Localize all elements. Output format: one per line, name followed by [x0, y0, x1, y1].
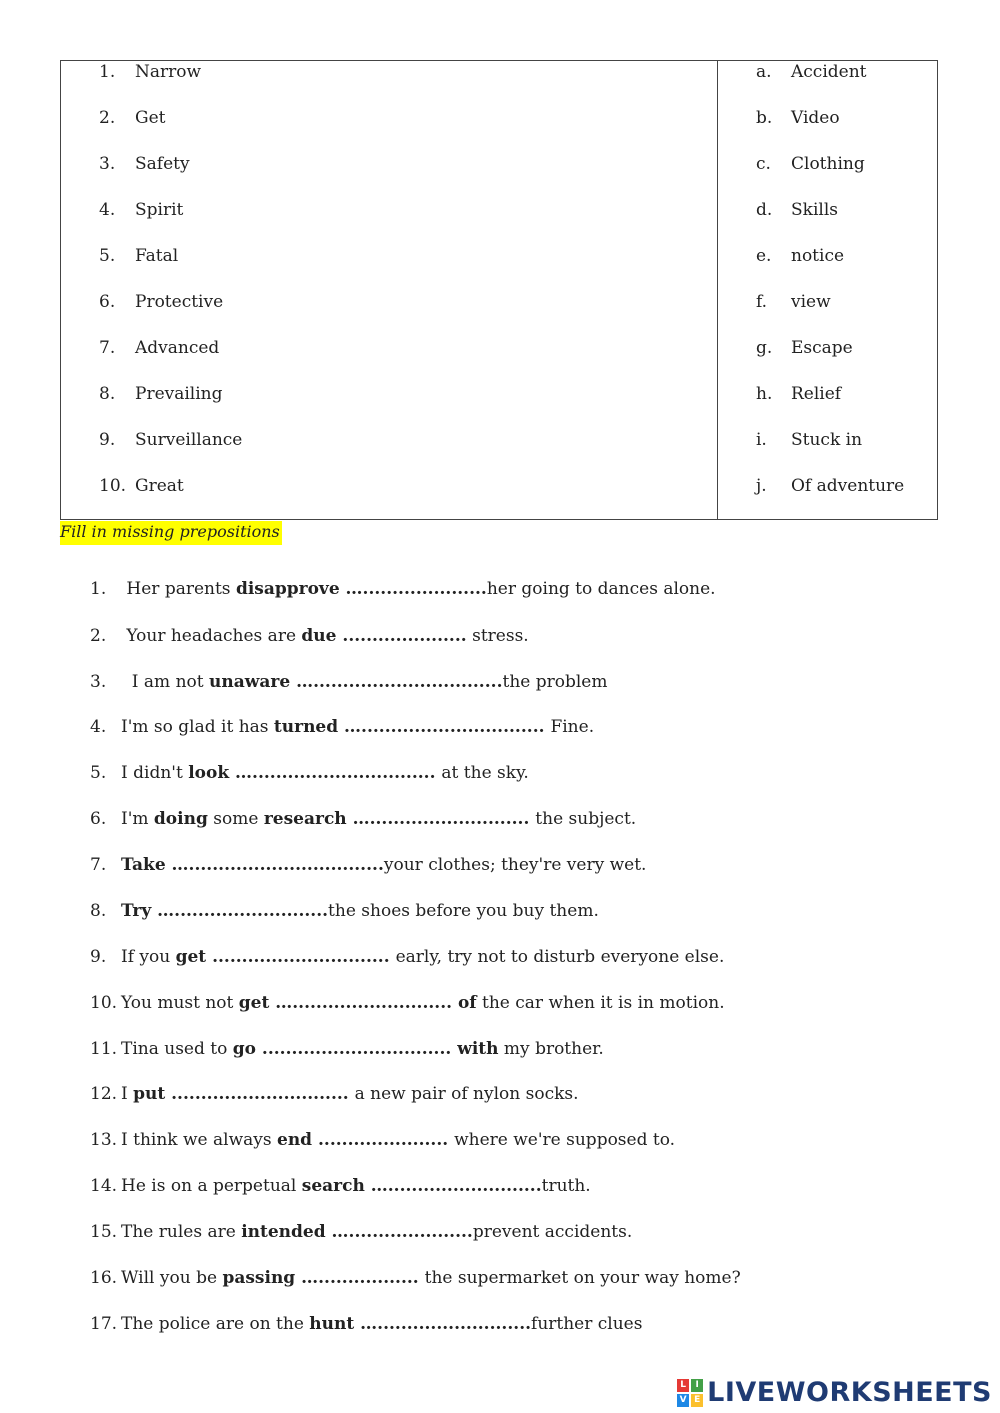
item-number: 8.: [99, 384, 116, 404]
keyword-with-blank: research …...........................: [263, 809, 536, 829]
liveworksheets-logo: [677, 1377, 992, 1408]
logo-mark-tile: L: [677, 1379, 689, 1392]
question-text: Tina used to: [121, 1039, 233, 1059]
item-word: Fatal: [135, 246, 179, 266]
keyword-with-blank: Try …..........................: [121, 901, 329, 921]
keyword-with-blank: due .....................: [301, 626, 467, 646]
item-number: 1.: [99, 62, 116, 82]
item-word: Surveillance: [135, 430, 243, 450]
item-word: Skills: [791, 200, 838, 220]
item-number: 6.: [99, 292, 116, 312]
match-right-item: [756, 245, 844, 267]
question-text: I'm: [121, 809, 154, 829]
keyword-with-blank: intended ….....................: [241, 1222, 473, 1242]
question-text: stress.: [466, 626, 529, 646]
keyword-with-blank: get …........................... of: [238, 993, 477, 1013]
item-number: 3.: [99, 154, 116, 174]
question-text: Fine.: [550, 717, 595, 737]
question-number: 4.: [90, 717, 107, 737]
question-text: prevent accidents.: [472, 1222, 633, 1242]
match-right-item: [756, 337, 853, 359]
matching-table: [60, 60, 938, 520]
item-word: Relief: [791, 384, 842, 404]
question-item: [90, 854, 646, 876]
question-item: [90, 1267, 741, 1289]
question-number: 7.: [90, 855, 107, 875]
column-divider: [717, 61, 718, 519]
question-item: [90, 1313, 642, 1335]
question-text: your clothes; they're very wet.: [383, 855, 647, 875]
question-text: Will you be: [121, 1268, 223, 1288]
question-text: If you: [121, 947, 176, 967]
question-item: [90, 578, 716, 600]
item-number: 9.: [99, 430, 116, 450]
item-word: Of adventure: [791, 476, 905, 496]
keyword-with-blank: search …..........................: [301, 1176, 542, 1196]
item-word: Get: [135, 108, 166, 128]
question-text: I didn't: [121, 763, 189, 783]
question-text: I am not: [121, 672, 210, 692]
item-word: Protective: [135, 292, 224, 312]
question-text: early, try not to disturb everyone else.: [395, 947, 725, 967]
match-left-item: [99, 337, 219, 359]
logo-mark-tile: I: [691, 1379, 703, 1392]
question-item: [90, 1221, 632, 1243]
match-left-item: [99, 291, 223, 313]
question-text: Her parents: [121, 579, 236, 599]
question-number: 1.: [90, 579, 107, 599]
item-number: 5.: [99, 246, 116, 266]
item-word: Advanced: [135, 338, 220, 358]
item-word: Safety: [135, 154, 190, 174]
match-left-item: [99, 199, 183, 221]
question-item: [90, 946, 724, 968]
question-text: truth.: [541, 1176, 591, 1196]
item-word: Video: [791, 108, 840, 128]
question-number: 16.: [90, 1268, 118, 1288]
question-item: [90, 900, 599, 922]
question-text: at the sky.: [441, 763, 529, 783]
item-letter: b.: [756, 108, 773, 128]
question-text: The police are on the: [121, 1314, 310, 1334]
keyword-with-blank: end ......................: [277, 1130, 455, 1150]
question-number: 10.: [90, 993, 118, 1013]
item-letter: a.: [756, 62, 772, 82]
question-number: 5.: [90, 763, 107, 783]
item-word: Great: [135, 476, 184, 496]
question-text: I: [121, 1084, 134, 1104]
match-left-item: [99, 153, 190, 175]
question-number: 14.: [90, 1176, 118, 1196]
item-letter: d.: [756, 200, 773, 220]
match-right-item: [756, 153, 865, 175]
keyword-with-blank: get ..............................: [175, 947, 396, 967]
question-text: the subject.: [535, 809, 637, 829]
question-number: 8.: [90, 901, 107, 921]
question-text: I'm so glad it has: [121, 717, 274, 737]
keyword-with-blank: look …...............................: [188, 763, 442, 783]
question-item: [90, 1038, 604, 1060]
keyword-with-blank: hunt …..........................: [309, 1314, 532, 1334]
item-word: Escape: [791, 338, 853, 358]
item-letter: i.: [756, 430, 767, 450]
item-word: Clothing: [791, 154, 865, 174]
question-text: my brother.: [498, 1039, 604, 1059]
item-letter: f.: [756, 292, 768, 312]
keyword-with-blank: Take ….................................: [121, 855, 384, 875]
question-text: where we're supposed to.: [454, 1130, 676, 1150]
item-number: 4.: [99, 200, 116, 220]
item-number: 2.: [99, 108, 116, 128]
logo-mark-tile: E: [691, 1394, 703, 1407]
item-letter: e.: [756, 246, 772, 266]
item-word: Prevailing: [135, 384, 223, 404]
logo-icon: [677, 1379, 703, 1407]
question-number: 3.: [90, 672, 107, 692]
question-item: [90, 625, 529, 647]
question-number: 2.: [90, 626, 107, 646]
item-word: view: [791, 292, 831, 312]
keyword-with-blank: put ..............................: [133, 1084, 355, 1104]
question-item: [90, 1175, 591, 1197]
question-text: He is on a perpetual: [121, 1176, 302, 1196]
item-word: Stuck in: [791, 430, 863, 450]
item-letter: g.: [756, 338, 773, 358]
match-left-item: [99, 107, 165, 129]
match-right-item: [756, 429, 862, 451]
question-number: 12.: [90, 1084, 118, 1104]
question-text: further clues: [531, 1314, 643, 1334]
question-item: [90, 716, 594, 738]
question-item: [90, 762, 529, 784]
match-right-item: [756, 383, 841, 405]
question-text: the car when it is in motion.: [476, 993, 725, 1013]
question-item: [90, 1083, 579, 1105]
question-text: some: [207, 809, 264, 829]
question-item: [90, 808, 636, 830]
item-number: 10.: [99, 476, 127, 496]
match-right-item: [756, 107, 840, 129]
keyword-with-blank: doing: [153, 809, 208, 829]
keyword-with-blank: disapprove ….....................: [235, 579, 487, 599]
question-text: Your headaches are: [121, 626, 302, 646]
question-item: [90, 671, 607, 693]
question-number: 15.: [90, 1222, 118, 1242]
item-letter: h.: [756, 384, 773, 404]
question-item: [90, 1129, 675, 1151]
match-right-item: [756, 199, 838, 221]
question-text: a new pair of nylon socks.: [354, 1084, 579, 1104]
match-left-item: [99, 429, 242, 451]
item-word: notice: [791, 246, 845, 266]
match-left-item: [99, 383, 223, 405]
match-left-item: [99, 61, 201, 83]
question-number: 13.: [90, 1130, 118, 1150]
question-item: [90, 992, 725, 1014]
section-heading: Fill in missing prepositions: [60, 521, 282, 545]
logo-mark-tile: V: [677, 1394, 689, 1407]
question-number: 9.: [90, 947, 107, 967]
question-text: The rules are: [121, 1222, 242, 1242]
item-letter: c.: [756, 154, 771, 174]
item-number: 7.: [99, 338, 116, 358]
question-text: her going to dances alone.: [486, 579, 716, 599]
question-number: 17.: [90, 1314, 118, 1334]
question-text: the supermarket on your way home?: [424, 1268, 741, 1288]
match-left-item: [99, 245, 178, 267]
match-right-item: [756, 475, 904, 497]
item-word: Accident: [791, 62, 867, 82]
question-text: I think we always: [121, 1130, 277, 1150]
logo-text: LIVEWORKSHEETS: [707, 1377, 992, 1408]
match-left-item: [99, 475, 184, 497]
item-letter: j.: [756, 476, 767, 496]
match-right-item: [756, 61, 866, 83]
question-number: 6.: [90, 809, 107, 829]
keyword-with-blank: passing ….................: [222, 1268, 425, 1288]
keyword-with-blank: unaware …................................: [209, 672, 503, 692]
question-text: the problem: [502, 672, 608, 692]
question-number: 11.: [90, 1039, 118, 1059]
item-word: Spirit: [135, 200, 184, 220]
item-word: Narrow: [135, 62, 202, 82]
question-text: the shoes before you buy them.: [328, 901, 599, 921]
keyword-with-blank: turned …...............................: [273, 717, 551, 737]
question-text: You must not: [121, 993, 239, 1013]
match-right-item: [756, 291, 831, 313]
keyword-with-blank: go ................................ with: [232, 1039, 499, 1059]
